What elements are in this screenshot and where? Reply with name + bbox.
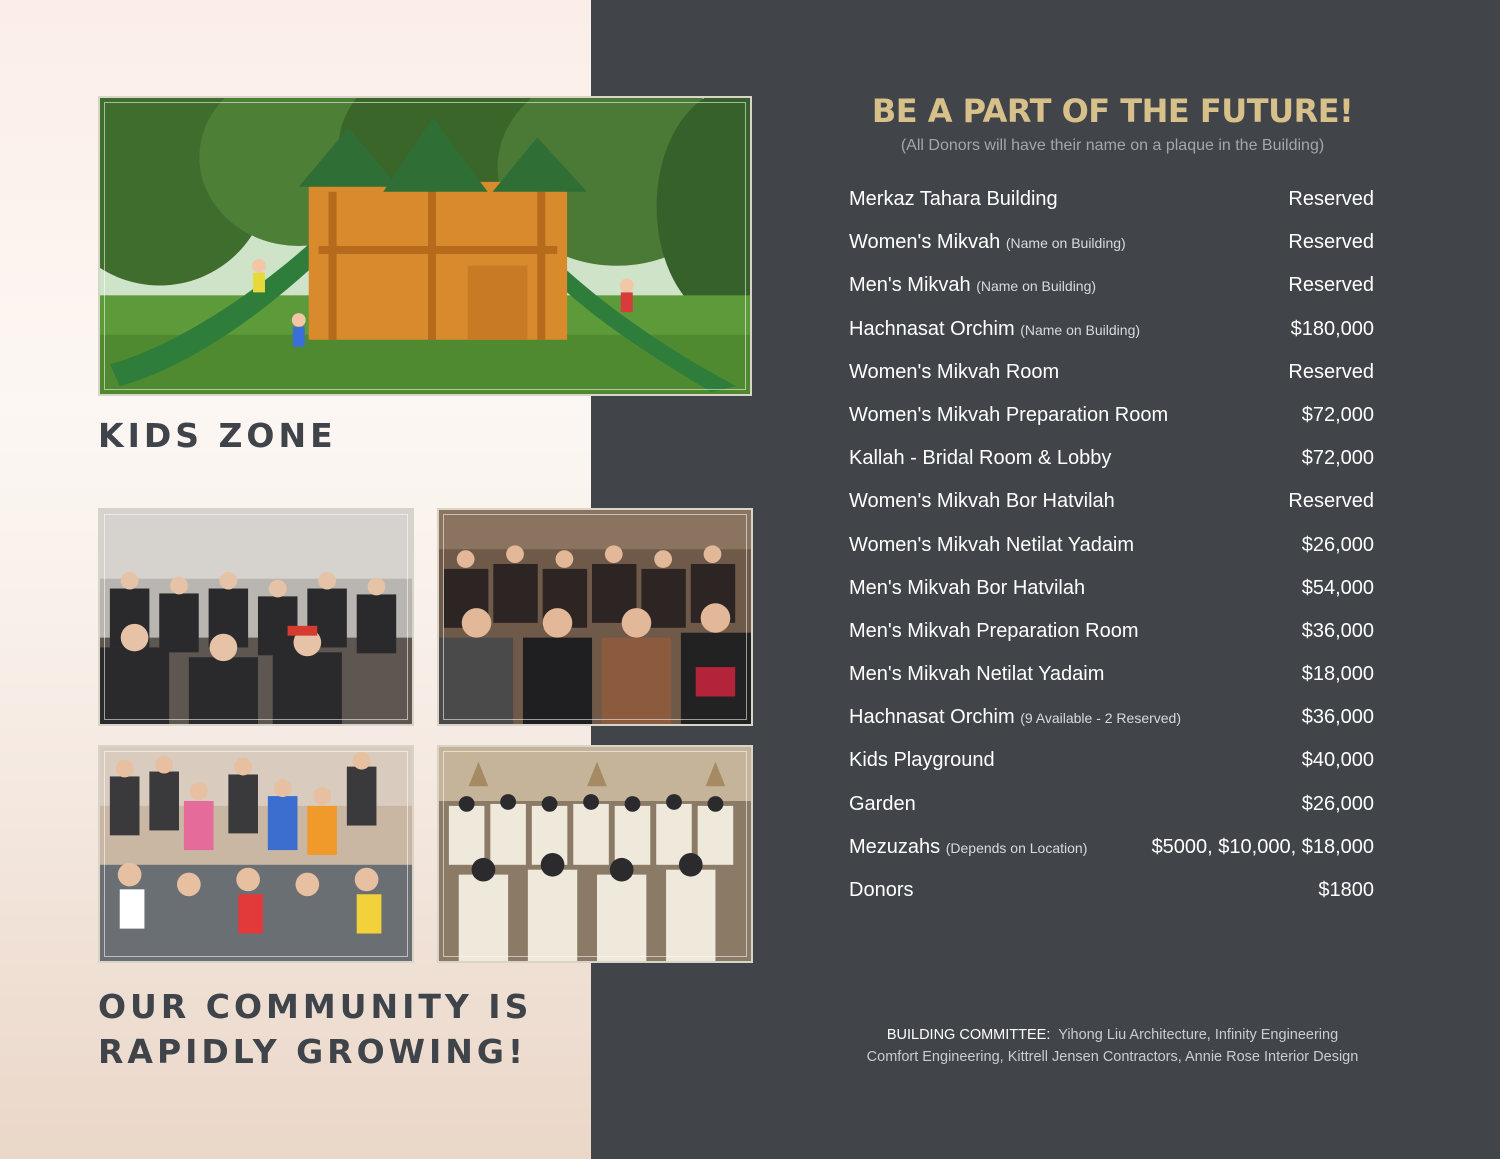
community-photo-men [98, 508, 414, 726]
donation-item [849, 534, 1134, 557]
donation-row [849, 361, 1374, 404]
donation-subtitle: (All Donors will have their name on a plaque in the Building) [900, 137, 1325, 154]
playground-photo [98, 96, 752, 396]
donation-item [849, 577, 1085, 600]
donation-row [849, 231, 1374, 274]
community-heading-line2: RAPIDLY GROWING! [98, 1032, 528, 1071]
donation-label: Men's Mikvah Preparation Room [849, 619, 1139, 642]
donation-item [849, 447, 1111, 470]
donation-label: Mezuzahs [849, 835, 941, 858]
donation-row [849, 577, 1374, 620]
donation-price: $18,000 [1301, 663, 1374, 686]
donation-price: $54,000 [1301, 576, 1374, 599]
donation-item [849, 318, 1140, 341]
donation-item [849, 404, 1168, 427]
donation-item [849, 361, 1059, 384]
donation-price: $36,000 [1301, 706, 1374, 729]
donation-label: Kallah - Bridal Room & Lobby [849, 447, 1112, 470]
donation-label: Women's Mikvah [849, 231, 1001, 254]
donation-price: $36,000 [1301, 619, 1374, 642]
donation-price: Reserved [1288, 490, 1374, 513]
donation-item [849, 793, 916, 816]
donation-note: (Name on Building) [1020, 321, 1141, 338]
donation-price: Reserved [1288, 188, 1374, 210]
community-photo-families [98, 745, 414, 963]
donation-price: Reserved [1288, 360, 1374, 383]
donation-label: Hachnasat Orchim [849, 317, 1015, 340]
donation-row [849, 836, 1374, 879]
donation-label: Donors [849, 879, 914, 901]
donation-item [849, 879, 913, 902]
donation-title: BE A PART OF THE FUTURE! [871, 92, 1354, 130]
donation-price: $72,000 [1301, 403, 1374, 426]
donation-price: $72,000 [1301, 447, 1374, 470]
community-heading-line1: OUR COMMUNITY IS [98, 987, 533, 1026]
donation-price: $5000, $10,000, $18,000 [1151, 835, 1374, 858]
donation-price: $1800 [1318, 879, 1374, 901]
committee-line1: Yihong Liu Architecture, Infinity Engineering [1058, 1027, 1339, 1043]
building-committee [780, 1024, 1445, 1068]
donation-label: Women's Mikvah Netilat Yadaim [849, 533, 1135, 556]
community-photo-prayer [437, 745, 753, 963]
committee-line2: Comfort Engineering, Kittrell Jensen Contractors, Annie Rose Interior Design [866, 1049, 1359, 1065]
donation-label: Garden [849, 792, 916, 815]
donation-label: Women's Mikvah Bor Hatvilah [849, 490, 1115, 513]
donation-price: $26,000 [1301, 533, 1374, 556]
donation-item [849, 231, 1126, 254]
donation-note: (Name on Building) [976, 278, 1097, 295]
donation-row [849, 534, 1374, 577]
donation-label: Kids Playground [849, 749, 995, 772]
donation-label: Women's Mikvah Preparation Room [849, 403, 1169, 426]
donation-price: $40,000 [1301, 749, 1374, 772]
donation-note: (Depends on Location) [945, 839, 1088, 856]
donation-note: (Name on Building) [1005, 235, 1126, 252]
donation-row [849, 274, 1374, 317]
donation-row [849, 793, 1374, 836]
donation-item [849, 188, 1058, 211]
donation-item [849, 620, 1139, 643]
donation-label: Hachnasat Orchim [849, 706, 1015, 729]
donation-row [849, 663, 1374, 706]
donation-row [849, 620, 1374, 663]
donation-label: Women's Mikvah Room [849, 360, 1060, 383]
donation-note: (9 Available - 2 Reserved) [1020, 710, 1182, 727]
donation-row [849, 318, 1374, 361]
donation-price: $26,000 [1301, 792, 1374, 815]
donation-item [849, 663, 1104, 686]
donation-label: Merkaz Tahara Building [849, 188, 1058, 210]
donation-price: $180,000 [1290, 317, 1374, 340]
community-photo-women [437, 508, 753, 726]
donation-item [849, 274, 1096, 297]
donation-row [849, 188, 1374, 231]
donation-row [849, 404, 1374, 447]
donation-row [849, 749, 1374, 792]
donation-price: Reserved [1288, 231, 1374, 254]
donation-list [849, 188, 1374, 922]
donation-item [849, 706, 1181, 729]
donation-row [849, 490, 1374, 533]
donation-row [849, 879, 1374, 922]
donation-label: Men's Mikvah Bor Hatvilah [849, 576, 1086, 599]
donation-row [849, 447, 1374, 490]
kids-zone-heading: KIDS ZONE [98, 416, 337, 455]
donation-row [849, 706, 1374, 749]
donation-item [849, 836, 1087, 859]
donation-price: Reserved [1288, 274, 1374, 297]
committee-label: BUILDING COMMITTEE: [886, 1027, 1051, 1043]
donation-label: Men's Mikvah [849, 274, 971, 297]
community-heading [98, 984, 568, 1074]
donation-item [849, 749, 995, 772]
donation-label: Men's Mikvah Netilat Yadaim [849, 663, 1105, 686]
donation-item [849, 490, 1115, 513]
